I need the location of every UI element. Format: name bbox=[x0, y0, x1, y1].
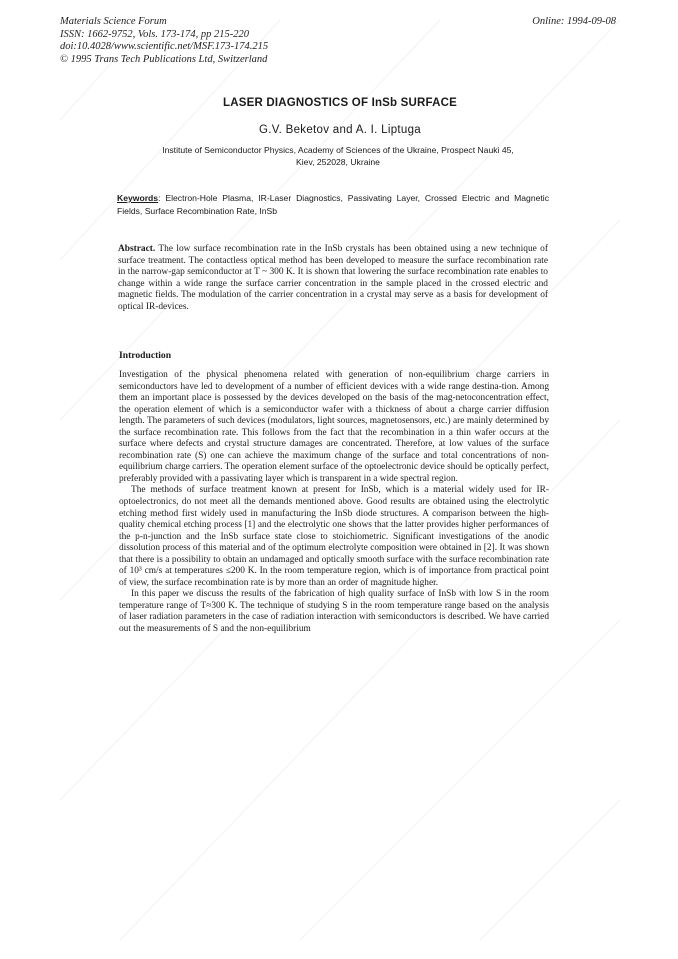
keywords bbox=[117, 192, 549, 217]
abstract-text: The low surface recombination rate in the InSb crystals has been obtained using a new technique of surface treatment. The contactless optical method has been developed to measure the surface recombination rate in the narrow-gap semiconductor at T ~ 300 K. It is shown that lowering the surface recombination rate enables to change within a wide range the surface carrier concentration in the sample placed in the crossed electric and magnetic fields. The modulation of the carrier concentration in a crystal may serve as a basis for development of optical IR-devices. bbox=[118, 244, 548, 312]
paper-title: LASER DIAGNOSTICS OF InSb SURFACE bbox=[222, 97, 458, 109]
paragraph: Investigation of the physical phenomena related with generation of non-equilibrium charge carriers in semiconductors have led to development of a number of efficient devices with a wide range destina-tion. Among them an important place is possessed by the devices developed on the basis of the mag-netoconcentration effect, the operation element of which is a semiconductor wafer with a thickness of about a charge carrier diffusion length. The parameters of such devices (modulators, light sources, magnetosensors, etc.) are mainly determined by the surface recombination rate. This follows from the fact that the recombination in a thin wafer occurs at the surface where defects and crystal structure damages are concentrated. Therefore, at low values of the surface recombination rate (S) one can achieve the maximum change of the surface and total concentrations of non-equilibrium charge carriers. The operation element surface of the optoelectronic device should be optically perfect, preferably provided with a passivating layer which is transparent in a wide spectral region. bbox=[119, 370, 549, 484]
paper-authors: G.V. Beketov and A. I. Liptuga bbox=[258, 124, 421, 136]
publication-info bbox=[60, 16, 360, 66]
affiliation-line: Kiev, 252028, Ukraine bbox=[296, 156, 380, 167]
journal-name: Materials Science Forum bbox=[60, 16, 167, 27]
keywords-text: : Electron-Hole Plasma, IR-Laser Diagnostics, Passivating Layer, Crossed Electric and Magnetic Fields, Surface Recombination Rate, InSb bbox=[117, 193, 549, 216]
introduction-body bbox=[119, 370, 549, 636]
copyright-line: © 1995 Trans Tech Publications Ltd, Switzerland bbox=[60, 53, 268, 65]
paragraph: In this paper we discuss the results of the fabrication of high quality surface of InSb with low S in the room temperature range of T≈300 K. The technique of studying S in the room temperature range based on the analysis of laser radiation parameters in the case of radiation interaction with semiconductors is described. We have carried out the measurements of S and the non-equilibrium bbox=[119, 589, 549, 635]
affiliation bbox=[118, 145, 558, 168]
affiliation-line: Institute of Semiconductor Physics, Academy of Sciences of the Ukraine, Prospect Nauki 45, bbox=[162, 145, 514, 155]
abstract bbox=[118, 244, 548, 314]
section-heading-introduction: Introduction bbox=[119, 350, 172, 361]
keywords-label: Keywords bbox=[117, 193, 159, 203]
paragraph: The methods of surface treatment known at present for InSb, which is a material widely used for IR-optoelectronics, do not meet all the demands mentioned above. Good results are obtained using the electrolytic etching method first widely used in manufacturing the InSb diode structures. A comparison between the high-quality chemical etching process [1] and the electrolytic one shows that the latter provides higher performances of the p-n-junction and the InSb surface state close to stoichiometric. Significant investigations of the anodic dissolution process of this material and of the optimum electrolyte composition were obtained in [2]. It was shown that there is a possibility to obtain an undamaged and optically smooth surface with the surface recombination rate of 10³ cm/s at temperatures ≤200 K. In the room temperature region, which is of importance from practical point of view, the surface recombination rate is by more than an order of magnitude higher. bbox=[119, 485, 549, 588]
issn-line: ISSN: 1662-9752, Vols. 173-174, pp 215-220 bbox=[60, 28, 249, 40]
online-date: Online: 1994-09-08 bbox=[532, 16, 616, 27]
abstract-label: Abstract. bbox=[118, 244, 156, 254]
doi-link[interactable]: doi:10.4028/www.scientific.net/MSF.173-174.215 bbox=[60, 41, 269, 52]
